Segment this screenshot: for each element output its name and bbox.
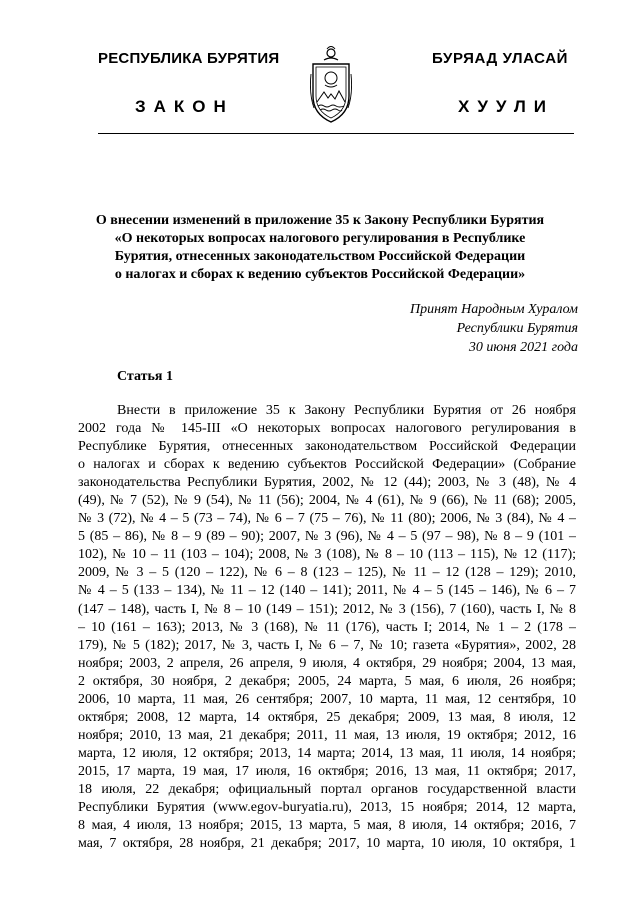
- header-divider: [98, 133, 574, 134]
- adoption-date: 30 июня 2021 года: [468, 340, 578, 355]
- body-line: 8 мая, 4 июля, 13 ноября; 2015, 13 марта, 5 мая, 8 июля, 14 октября; 2016, 7: [78, 818, 576, 834]
- article-heading: Статья 1: [117, 369, 173, 384]
- body-line: 102), № 10 – 11 (103 – 104); 2008, № 3 (108), № 8 – 10 (113 – 115), № 12 (117);: [78, 547, 576, 563]
- adoption-line: Принят Народным Хуралом: [409, 302, 578, 317]
- body-line: 18 июля, 22 декабря; официальный портал органов государственной власти: [78, 781, 576, 797]
- body-line: ноября; 2010, 13 мая, 21 декабря; 2011, 11 мая, 13 июля, 19 октября; 2012, 16: [78, 727, 576, 743]
- body-line: 5 (85 – 86), № 8 – 9 (89 – 90); 2007, № 3 (96), № 4 – 5 (97 – 98), № 8 – 9 (101 –: [78, 529, 576, 545]
- law-title-line: «О некоторых вопросах налогового регулирования в Республике: [114, 231, 526, 246]
- body-line: мая, 7 октября, 28 ноября, 21 декабря; 2017, 10 марта, 10 июля, 10 октября, 1: [78, 836, 576, 852]
- body-line: № 4 – 5 (133 – 134), № 11 – 12 (140 – 141); 2011, № 4 – 5 (145 – 146), № 6 – 7: [78, 583, 576, 599]
- body-line: 2006, 10 марта, 11 мая, 26 сентября; 2007, 10 марта, 11 мая, 12 сентября, 10: [78, 691, 576, 707]
- law-title: [60, 212, 580, 284]
- body-line: 179), № 5 (182); 2017, № 3, часть I, № 6 – 7, № 10; газета «Бурятия», 2002, 28: [78, 637, 576, 653]
- body-line: № 3 (72), № 4 – 5 (73 – 74), № 6 – 7 (75 – 76), № 11 (80); 2006, № 3 (84), № 4 –: [78, 511, 576, 527]
- article-body: [78, 402, 576, 853]
- body-line: о налогах и сборах к ведению субъектов Российской Федерации» (Собрание: [78, 457, 576, 473]
- header-law-ru: ЗАКОН: [135, 97, 234, 116]
- body-line: – 10 (161 – 163); 2013, № 3 (168), № 11 (176), часть I; 2014, № 1 – 2 (178 –: [78, 619, 576, 635]
- adoption-note: [410, 300, 578, 357]
- coat-of-arms-icon: [310, 44, 352, 126]
- header-republic-ru: РЕСПУБЛИКА БУРЯТИЯ: [98, 50, 280, 67]
- body-line: ноября; 2003, 2 апреля, 26 апреля, 9 июля, 4 октября, 29 ноября; 2004, 13 мая,: [78, 655, 576, 671]
- body-line: октября; 2008, 12 марта, 14 октября, 25 декабря; 2009, 13 мая, 8 июля, 12: [78, 709, 576, 725]
- body-line: Внести в приложение 35 к Закону Республики Бурятия от 26 ноября: [117, 403, 576, 418]
- law-title-line: Бурятия, отнесенных законодательством Российской Федерации: [114, 249, 526, 264]
- body-line: законодательства Республики Бурятия, 2002, № 12 (44); 2003, № 3 (48), № 4: [78, 475, 576, 491]
- adoption-line: Республики Бурятия: [456, 321, 578, 336]
- body-line: 2015, 17 марта, 19 мая, 17 июля, 16 октября; 2016, 13 мая, 11 октября; 2017,: [78, 763, 576, 779]
- law-title-line: О внесении изменений в приложение 35 к Закону Республики Бурятия: [95, 213, 545, 228]
- header-law-bua: ХУУЛИ: [458, 97, 554, 116]
- body-line: Республики Бурятия (www.egov-buryatia.ru), 2013, 15 ноября; 2014, 12 марта,: [78, 800, 576, 816]
- body-line: (49), № 7 (52), № 9 (54), № 11 (56); 2004, № 4 (61), № 9 (66), № 11 (68); 2005,: [78, 493, 576, 509]
- law-title-line: о налогах и сборах к ведению субъектов Российской Федерации»: [114, 267, 526, 282]
- header-republic-bua: БУРЯАД УЛАСАЙ: [432, 50, 569, 67]
- body-line: (147 – 148), часть I, № 8 – 10 (149 – 151); 2012, № 3 (156), 7 (160), часть I, № 8: [78, 601, 576, 617]
- body-line: 2009, № 3 – 5 (120 – 122), № 6 – 8 (123 – 125), № 11 – 12 (128 – 129); 2010,: [78, 565, 576, 581]
- body-line: марта, 12 июля, 12 октября; 2013, 14 марта; 2014, 13 мая, 11 июля, 14 ноября;: [78, 745, 576, 761]
- body-line: Республике Бурятия, отнесенных законодательством Российской Федерации: [78, 439, 576, 455]
- body-line: 2002 года № 145-III «О некоторых вопросах налогового регулирования в: [78, 421, 576, 437]
- body-line: 2 октября, 30 ноября, 2 декабря; 2005, 24 марта, 5 мая, 6 июля, 26 ноября;: [78, 673, 576, 689]
